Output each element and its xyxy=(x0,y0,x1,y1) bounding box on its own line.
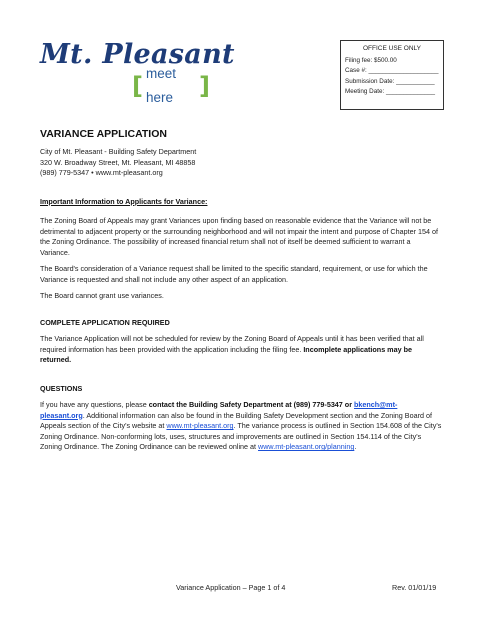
important-paragraph-1: The Zoning Board of Appeals may grant Variances upon finding based on reasonable evidence that the Variance will not be detrimental to adjacent property or the surrounding neighborhood and will not impair the intent and purpose of Chapter 154 of the Zoning Ordinance. The possibility of increased financial return shall not of itself be deemed sufficient to warrant a Variance. xyxy=(40,216,438,257)
logo-tagline-text: meet here xyxy=(145,66,176,105)
footer-page-label: Variance Application – Page 1 of 4 xyxy=(176,583,286,592)
address-line-1: City of Mt. Pleasant - Building Safety Department xyxy=(40,147,197,156)
logo-tagline xyxy=(132,66,210,105)
complete-application-text: The Variance Application will not be scheduled for review by the Zoning Board of Appeals until it has been verified that all required information has been provided with the application including the filing fee. xyxy=(40,334,424,354)
address-line-3: (989) 779-5347 • www.mt-pleasant.org xyxy=(40,168,163,177)
complete-application-heading: COMPLETE APPLICATION REQUIRED xyxy=(40,317,170,327)
meeting-date-line: Meeting Date: ______________ xyxy=(345,88,435,95)
filing-fee-line: Filing fee: $500.00 xyxy=(345,56,397,64)
office-use-title: OFFICE USE ONLY xyxy=(362,45,422,52)
important-paragraph-3: The Board cannot grant use variances. xyxy=(40,291,164,300)
case-number-line: Case #: ____________________ xyxy=(345,67,439,74)
website-link[interactable]: www.mt-pleasant.org xyxy=(166,421,234,430)
footer-revision: Rev. 01/01/19 xyxy=(392,583,437,592)
complete-application-paragraph xyxy=(40,334,442,366)
important-paragraph-2: The Board's consideration of a Variance request shall be limited to the specific standard, requirement, or use for which the Variance is requested and shall not include any other aspect of an application. xyxy=(40,264,428,284)
important-heading: Important Information to Applicants for Variance: xyxy=(40,196,208,206)
planning-link[interactable]: www.mt-pleasant.org/planning xyxy=(258,442,355,451)
address-line-2: 320 W. Broadway Street, Mt. Pleasant, MI 48858 xyxy=(40,157,196,167)
questions-text-3: . The variance process is outlined in Section 154.608 of the City's Zoning Ordinance. Non-conforming lots, uses, structures and improvements are outlined in Section 154.114 of the City's Zoning Ordinance. The Zoning Ordinance can be reviewed online at xyxy=(40,421,442,451)
page-title: VARIANCE APPLICATION xyxy=(40,128,167,140)
questions-contact-bold: contact the Building Safety Department at (989) 779-5347 or xyxy=(148,400,354,409)
questions-text-1: If you have any questions, please xyxy=(40,400,149,409)
right-bracket-icon: ] xyxy=(199,72,210,100)
city-logo xyxy=(40,39,235,105)
questions-text-4: . xyxy=(354,442,357,451)
document-body xyxy=(40,128,442,459)
office-use-box xyxy=(340,40,444,110)
logo-name: Mt. Pleasant xyxy=(40,39,235,70)
questions-paragraph xyxy=(40,400,442,453)
left-bracket-icon: [ xyxy=(132,72,143,100)
contact-email-link[interactable]: bkench@mt-pleasant.org xyxy=(40,400,398,420)
questions-heading: QUESTIONS xyxy=(40,383,83,393)
complete-application-bold: Incomplete applications may be returned. xyxy=(40,344,412,364)
submission-date-line: Submission Date: ___________ xyxy=(345,77,435,85)
questions-text-2: . Additional information can also be found in the Building Safety Development section and the Zoning Board of Appeals section of the City's website at xyxy=(40,410,432,430)
